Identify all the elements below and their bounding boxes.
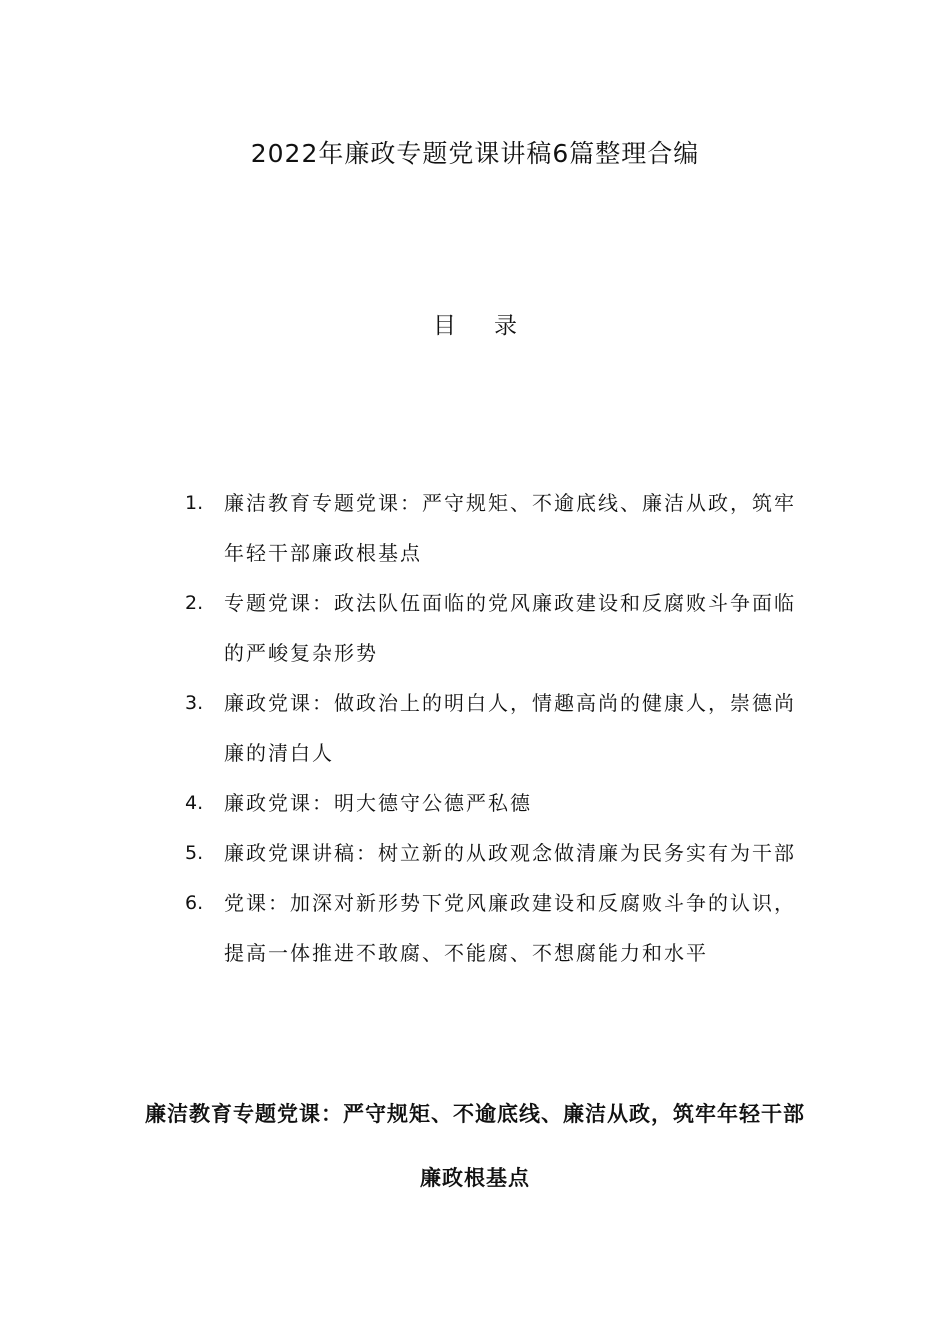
toc-item[interactable]	[185, 678, 810, 778]
toc-item-text: 廉政党课讲稿：树立新的从政观念做清廉为民务实有为干部	[224, 841, 796, 865]
toc-item[interactable]	[185, 478, 810, 578]
toc-item[interactable]	[185, 778, 810, 828]
toc-heading	[0, 308, 950, 344]
toc-item-number: 6.	[185, 892, 204, 914]
toc-item-number: 2.	[185, 592, 204, 614]
table-of-contents	[185, 478, 810, 978]
toc-item[interactable]	[185, 828, 810, 878]
toc-item-number: 1.	[185, 492, 204, 514]
toc-item-text: 廉政党课：明大德守公德严私德	[224, 791, 532, 815]
toc-item-text: 专题党课：政法队伍面临的党风廉政建设和反腐败斗争面临的严峻复杂形势	[224, 591, 796, 665]
toc-item-number: 5.	[185, 842, 204, 864]
toc-item-text: 廉洁教育专题党课：严守规矩、不逾底线、廉洁从政，筑牢年轻干部廉政根基点	[224, 491, 796, 565]
toc-heading-char: 录	[494, 313, 517, 339]
section-title: 廉洁教育专题党课：严守规矩、不逾底线、廉洁从政，筑牢年轻干部廉政根基点	[145, 1101, 805, 1190]
toc-item-text: 党课：加深对新形势下党风廉政建设和反腐败斗争的认识，提高一体推进不敢腐、不能腐、不想腐能力和水平	[224, 891, 796, 965]
toc-heading-char: 目	[433, 313, 456, 339]
toc-item[interactable]	[185, 578, 810, 678]
toc-item-text: 廉政党课：做政治上的明白人，情趣高尚的健康人，崇德尚廉的清白人	[224, 691, 796, 765]
toc-item-number: 4.	[185, 792, 204, 814]
toc-item-number: 3.	[185, 692, 204, 714]
toc-item[interactable]	[185, 878, 810, 978]
document-title: 2022年廉政专题党课讲稿6篇整理合编	[250, 139, 700, 168]
